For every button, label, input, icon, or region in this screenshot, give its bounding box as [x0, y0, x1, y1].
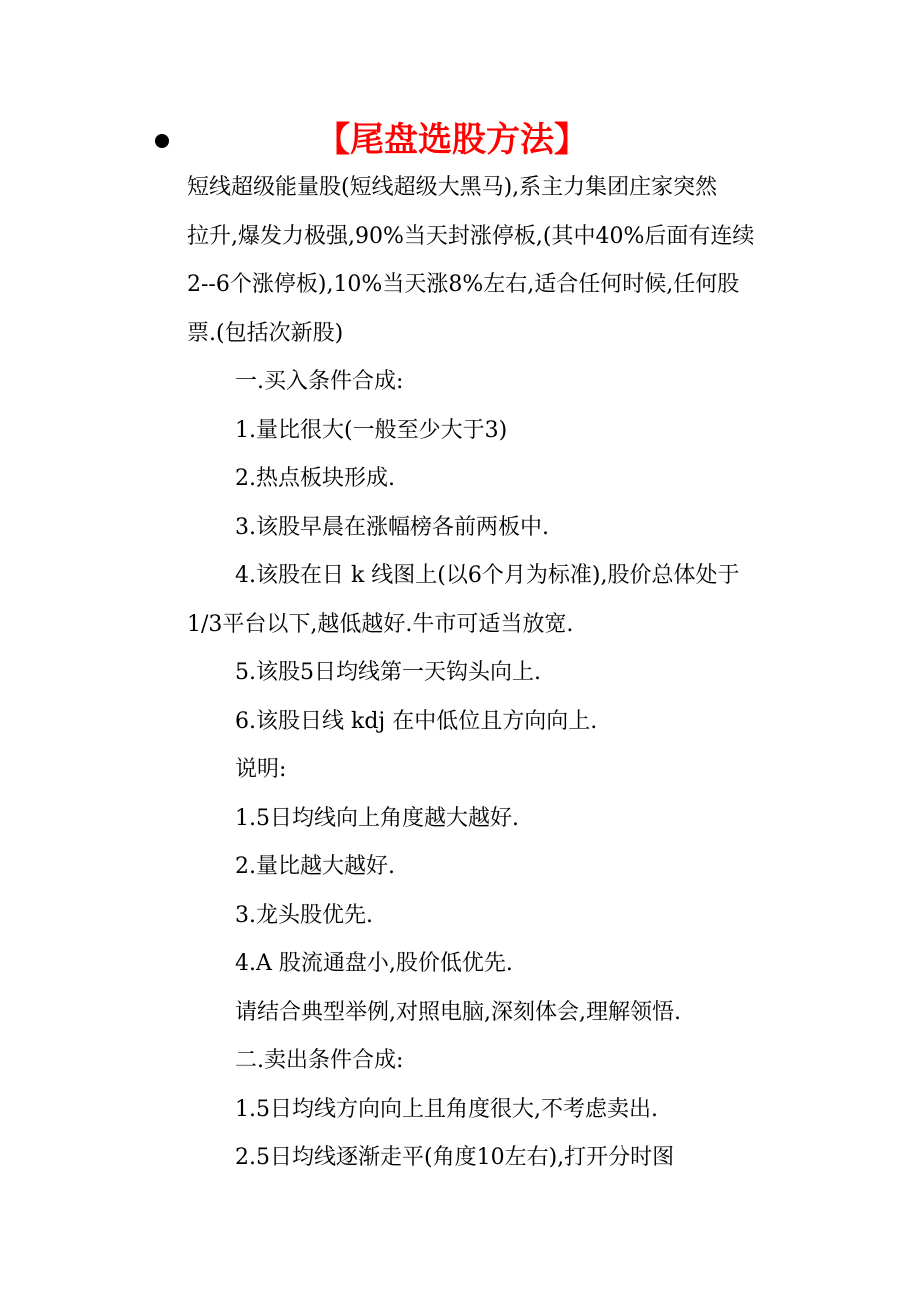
body-line: 1.量比很大(一般至少大于3) — [235, 417, 508, 443]
body-line: 5.该股5日均线第一天钩头向上. — [235, 660, 541, 685]
intro-paragraph — [187, 164, 787, 358]
body-lines — [187, 358, 787, 1183]
body-line: 1/3平台以下,越低越好.牛市可适当放宽. — [187, 611, 574, 637]
body-line: 一.买入条件合成: — [235, 369, 404, 394]
body-line: 2.5日均线逐渐走平(角度10左右),打开分时图 — [235, 1145, 675, 1170]
body-line: 4.该股在日 k 线图上(以6个月为标准),股价总体处于 — [235, 563, 740, 588]
body-line: 1.5日均线方向向上且角度很大,不考虑卖出. — [235, 1096, 658, 1122]
body-line: 二.卖出条件合成: — [235, 1048, 404, 1073]
body-line: 3.该股早晨在涨幅榜各前两板中. — [235, 514, 549, 540]
intro-line: 票.(包括次新股) — [187, 320, 344, 346]
bullet-icon — [155, 134, 169, 148]
body-line: 6.该股日线 kdj 在中低位且方向向上. — [235, 708, 598, 734]
body-line: 2.量比越大越好. — [235, 854, 395, 879]
body-line: 请结合典型举例,对照电脑,深刻体会,理解领悟. — [235, 999, 681, 1025]
body-line: 说明: — [235, 757, 287, 782]
body-line: 2.热点板块形成. — [235, 466, 395, 491]
body-line: 3.龙头股优先. — [235, 902, 373, 928]
intro-line: 拉升,爆发力极强,90%当天封涨停板,(其中40%后面有连续 — [187, 223, 755, 249]
body-line: 1.5日均线向上角度越大越好. — [235, 805, 519, 831]
intro-line: 短线超级能量股(短线超级大黑马),系主力集团庄家突然 — [187, 175, 718, 200]
page-title: 【尾盘选股方法】 — [316, 120, 588, 160]
intro-line: 2--6个涨停板),10%当天涨8%左右,适合任何时候,任何股 — [187, 272, 740, 297]
body-line: 4.A 股流通盘小,股价低优先. — [235, 951, 513, 976]
